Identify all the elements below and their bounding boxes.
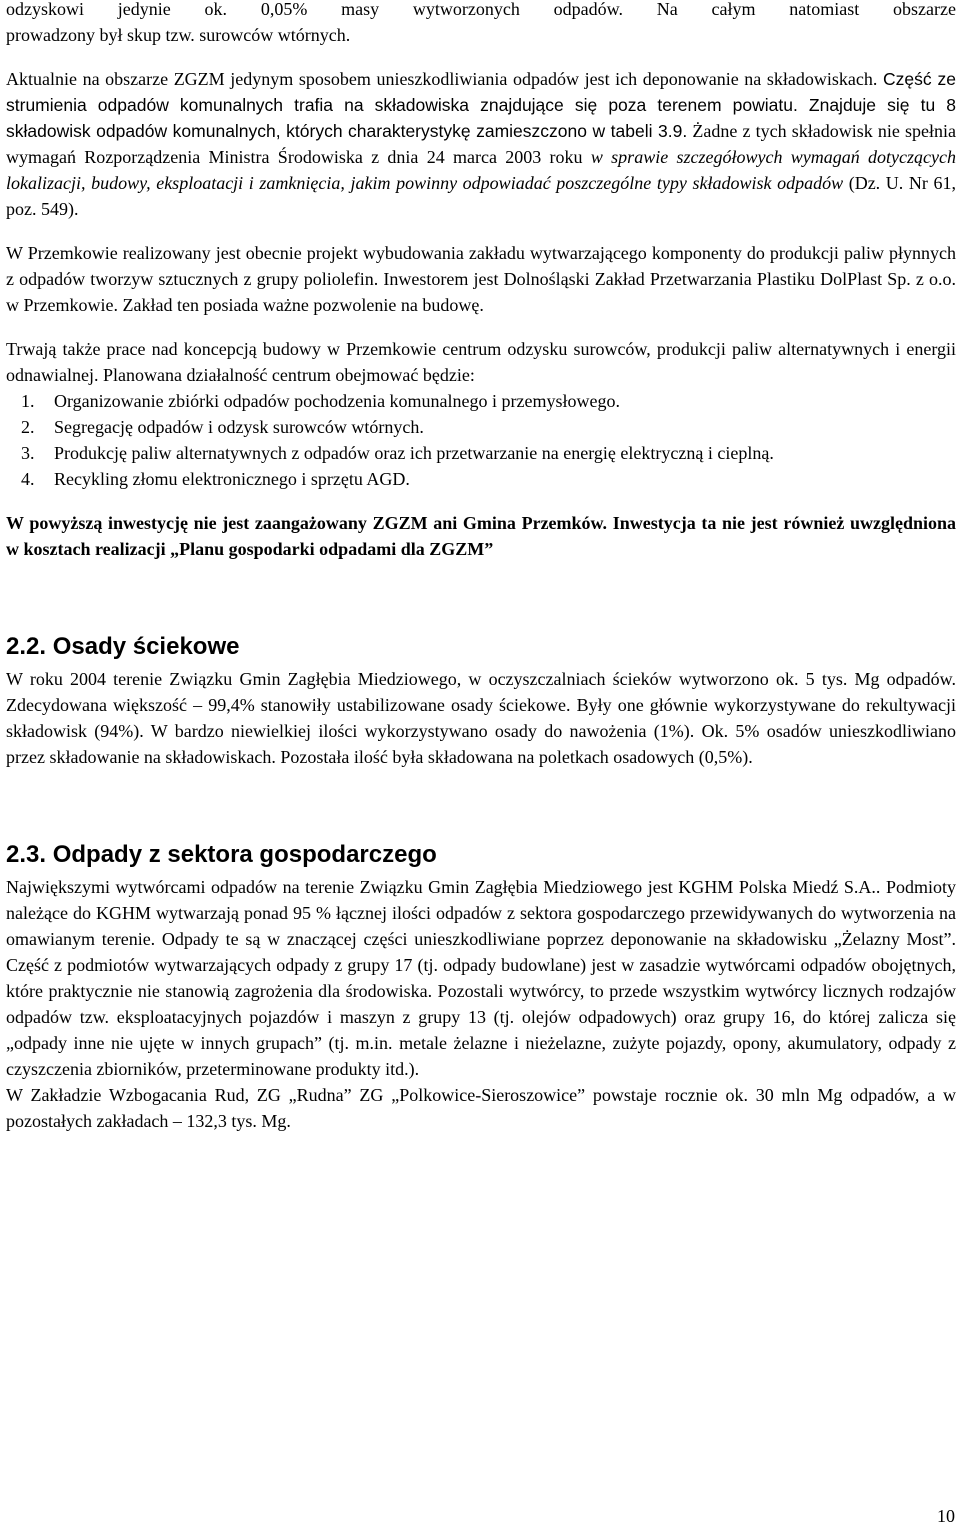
document-page: [6, 0, 956, 1134]
page-number: 10: [937, 1506, 955, 1526]
planned-activities-list: [6, 388, 956, 492]
paragraph-top-line1: odzyskowi jedynie ok. 0,05% masy wytworzonych odpadów. Na całym natomiast obszarze: [6, 0, 956, 19]
landfills-sentence-1: Aktualnie na obszarze ZGZM jedynym sposobem unieszkodliwiania odpadów jest ich deponowanie na składowiskach.: [6, 69, 878, 89]
heading-2-2: 2.2. Osady ściekowe: [6, 633, 240, 660]
paragraph-top-line2: prowadzony był skup tzw. surowców wtórnych.: [6, 25, 351, 45]
heading-2-3: 2.3. Odpady z sektora gospodarczego: [6, 841, 437, 868]
list-item: 2. Segregację odpadów i odzysk surowców wtórnych.: [21, 417, 424, 437]
paragraph-bold-note: W powyższą inwestycję nie jest zaangażowany ZGZM ani Gmina Przemków. Inwestycja ta nie jest również uwzględniona w kosztach realizacji „Planu gospodarki odpadami dla ZGZM”: [6, 513, 956, 559]
paragraph-sewage-sludge: W roku 2004 terenie Związku Gmin Zagłębia Miedziowego, w oczyszczalniach ścieków wytworzono ok. 5 tys. Mg odpadów. Zdecydowana większość – 99,4% stanowiły ustabilizowane osady ściekowe. Były one głównie wykorzystywane do rekultywacji składowisk (94%). W bardzo niewielkiej ilości wykorzystywano osady do nawożenia (1%). Ok. 5% osadów unieszkodliwiano przez składowanie na składowiskach. Pozostała ilość była składowana na poletkach osadowych (0,5%).: [6, 669, 956, 767]
paragraph-top-end: [6, 22, 956, 48]
list-item: 3. Produkcję paliw alternatywnych z odpadów oraz ich przetwarzanie na energię elektryczną i cieplną.: [21, 443, 774, 463]
list-item: 1. Organizowanie zbiórki odpadów pochodzenia komunalnego i przemysłowego.: [21, 391, 621, 411]
paragraph-landfills: [6, 66, 956, 222]
landfills-sentence-2: Część ze strumienia odpadów komunalnych trafia na składowiska znajdujące się poza terenem powiatu. Znajduje się tu 8 składowisk odpadów komunalnych, których charakterystykę zamieszczono w tabeli 3.9.: [6, 69, 957, 141]
list-item: 4. Recykling złomu elektronicznego i sprzętu AGD.: [21, 469, 410, 489]
landfills-sentence-3: Żadne z tych składowisk nie spełnia wymagań Rozporządzenia Ministra Środowiska z dnia 24 marca 2003 roku: [6, 121, 957, 167]
paragraph-ore-enrichment: W Zakładzie Wzbogacania Rud, ZG „Rudna” ZG „Polkowice-Sieroszowice” powstaje rocznie ok. 30 mln Mg odpadów, a w pozostałych zakładach – 132,3 tys. Mg.: [6, 1085, 956, 1131]
paragraph-concept: Trwają także prace nad koncepcją budowy w Przemkowie centrum odzysku surowców, produkcji paliw alternatywnych i energii odnawialnej. Planowana działalność centrum obejmować będzie:: [6, 339, 956, 385]
regulation-citation: (Dz. U. Nr 61, poz. 549).: [6, 173, 957, 219]
paragraph-economic-sector: Największymi wytwórcami odpadów na terenie Związku Gmin Zagłębia Miedziowego jest KGHM Polska Miedź S.A.. Podmioty należące do KGHM wytwarzają ponad 95 % łącznej ilości odpadów z sektora gospodarczego przewidywanych do wytworzenia na omawianym terenie. Odpady te są w znaczącej części unieszkodliwiane poprzez deponowanie na składowisku „Żelazny Most”. Część z podmiotów wytwarzających odpady z grupy 17 (tj. odpady budowlane) jest w zasadzie wytwórcami odpadów obojętnych, które praktycznie nie stanowią zagrożenia dla środowiska. Pozostali wytwórcy, to przede wszystkim wytwórcy licznych rodzajów odpadów tzw. eksploatacyjnych pojazdów i maszyn z grupy 13 (tj. olejów odpadowych) oraz grupy 16, do której zalicza się „odpady inne nie ujęte w innych grupach” (tj. m.in. metale żelazne i nieżelazne, zużyte pojazdy, opony, akumulatory, odpady z czyszczenia zbiorników, przeterminowane produkty itd.).: [6, 877, 956, 1079]
paragraph-przemkow: W Przemkowie realizowany jest obecnie projekt wybudowania zakładu wytwarzającego komponenty do produkcji paliw płynnych z odpadów tworzyw sztucznych z grupy poliolefin. Inwestorem jest Dolnośląski Zakład Przetwarzania Plastiku DolPlast Sp. z o.o. w Przemkowie. Zakład ten posiada ważne pozwolenie na budowę.: [6, 243, 956, 315]
regulation-title: w sprawie szczegółowych wymagań dotyczących lokalizacji, budowy, eksploatacji i zamknięcia, jakim powinny odpowiadać poszczególne typy składowisk odpadów: [6, 147, 957, 193]
paragraph-top: [6, 0, 956, 22]
